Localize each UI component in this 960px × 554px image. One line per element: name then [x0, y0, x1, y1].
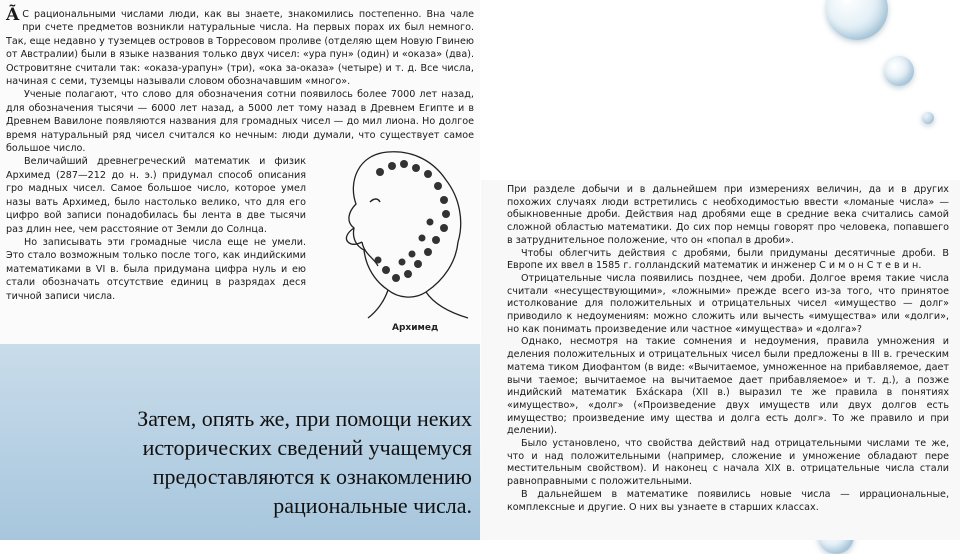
right-paragraph: Было установлено, что свойства действий над отрицательными числами те же, что и над положительными (например, сложение и умножение обладают пере местительным свойством). И наконец с начала XIX в. отрицательные числа стали равноправными с положительными.	[507, 438, 949, 488]
right-scanned-page	[481, 180, 960, 540]
right-page-text	[507, 184, 949, 514]
left-paragraph: Ã С рациональными числами люди, как вы знаете, знакомились постепенно. Вна чале при счете предметов возникли натуральные числа. На первых порах их был немного. Так, еще недавно у туземцев островов в Торресовом проливе (отделяю щем Новую Гвинею от Австралии) были в языке названия только двух чисел: «ура пун» (один) и «оказа» (два). Островитяне считали так: «оказа-урапун» (три), «ока за-оказа» (четыре) и т. д. Все числа, начиная с семи, туземцы называли словом обозначавшим «много».	[6, 5, 474, 88]
portrait-caption: Архимед	[392, 323, 439, 333]
left-scanned-page	[0, 0, 480, 344]
right-paragraph: При разделе добычи и в дальнейшем при измерениях величин, да и в других похожих случаях люди встретились с необходимостью ввести «ломаные числа» — обыкновенные дроби. Действия над дробями еще в средние века считались самой сложной областью математики. До сих пор немцы говорят про человека, попавшего в затруднительное положение, что он «попал в дроби».	[507, 184, 949, 246]
bubble-decoration	[884, 56, 914, 86]
archimedes-portrait-icon	[318, 142, 476, 320]
dropcap: Ã	[6, 5, 20, 25]
right-paragraph: Отрицательные числа появились позднее, чем дроби. Долгое время такие числа считали «несуществующими», «ложными» прежде всего из-за того, что принятое истолкование для положительных и отрицательных чисел «имущество — долг» приводило к недоумениям: можно сложить или вычесть «имущества» или «долги», но как понимать произведение или частное «имущества» и «долга»?	[507, 272, 949, 335]
caption-background	[0, 344, 480, 540]
bubble-decoration	[826, 0, 888, 40]
bubble-decoration	[922, 112, 934, 124]
left-paragraph: Ученые полагают, что слово для обозначения сотни появилось более 7000 лет назад, для обозначения тысячи — 6000 лет назад, а 5000 лет тому назад в Древнем Египте и в Древнем Вавилоне появляются названия для громадных чисел — до мил лиона. Но долгое время натуральный ряд чисел считался ко нечным: люди думали, что существует самое большое число.	[6, 89, 474, 155]
right-paragraph: Однако, несмотря на такие сомнения и недоумения, правила умножения и деления положительных и отрицательных чисел были предложены в III в. греческим матема тиком Диофантом (в виде: «Вычитаемое, умноженное на прибавляемое, дает вычи таемое; вычитаемое на вычитаемое дает прибавляемое» и т. д.), а позже индийский математик Бхáскара (XII в.) выразил те же правила в понятиях «имущество», «долг» («Произведение двух имуществ или двух долгов есть имущество; произведение иму щества и долга есть долг». То же правило и при делении).	[507, 336, 949, 437]
right-paragraph: Чтобы облегчить действия с дробями, были придуманы десятичные дроби. В Европе их ввел в 1585 г. голландский математик и инженер С и м о н С т е в и н.	[507, 247, 949, 272]
left-paragraph: Величайший древнегреческий математик и физик Архимед (287—212 до н. э.) придумал способ описания гро мадных чисел. Самое большое число, которое умел назы вать Архимед, было настолько велико, что для его цифро вой записи понадобилась бы лента в две тысячи раз длин нее, чем расстояние от Земли до Солнца.	[6, 156, 306, 235]
left-paragraph: Но записывать эти громадные числа еще не умели. Это стало возможным только после того, как индийскими математиками в VI в. была придумана цифра нуль и ею стали обозначать отсутствие единиц в разрядах деся тичной записи числа.	[6, 236, 306, 302]
slide-caption: Затем, опять же, при помощи неких исторических сведений учащемуся предоставляются к ознакомлению рациональные числа.	[137, 406, 472, 518]
right-paragraph: В дальнейшем в математике появились новые числа — иррациональные, комплексные и другие. О них вы узнаете в старших классах.	[507, 488, 949, 513]
